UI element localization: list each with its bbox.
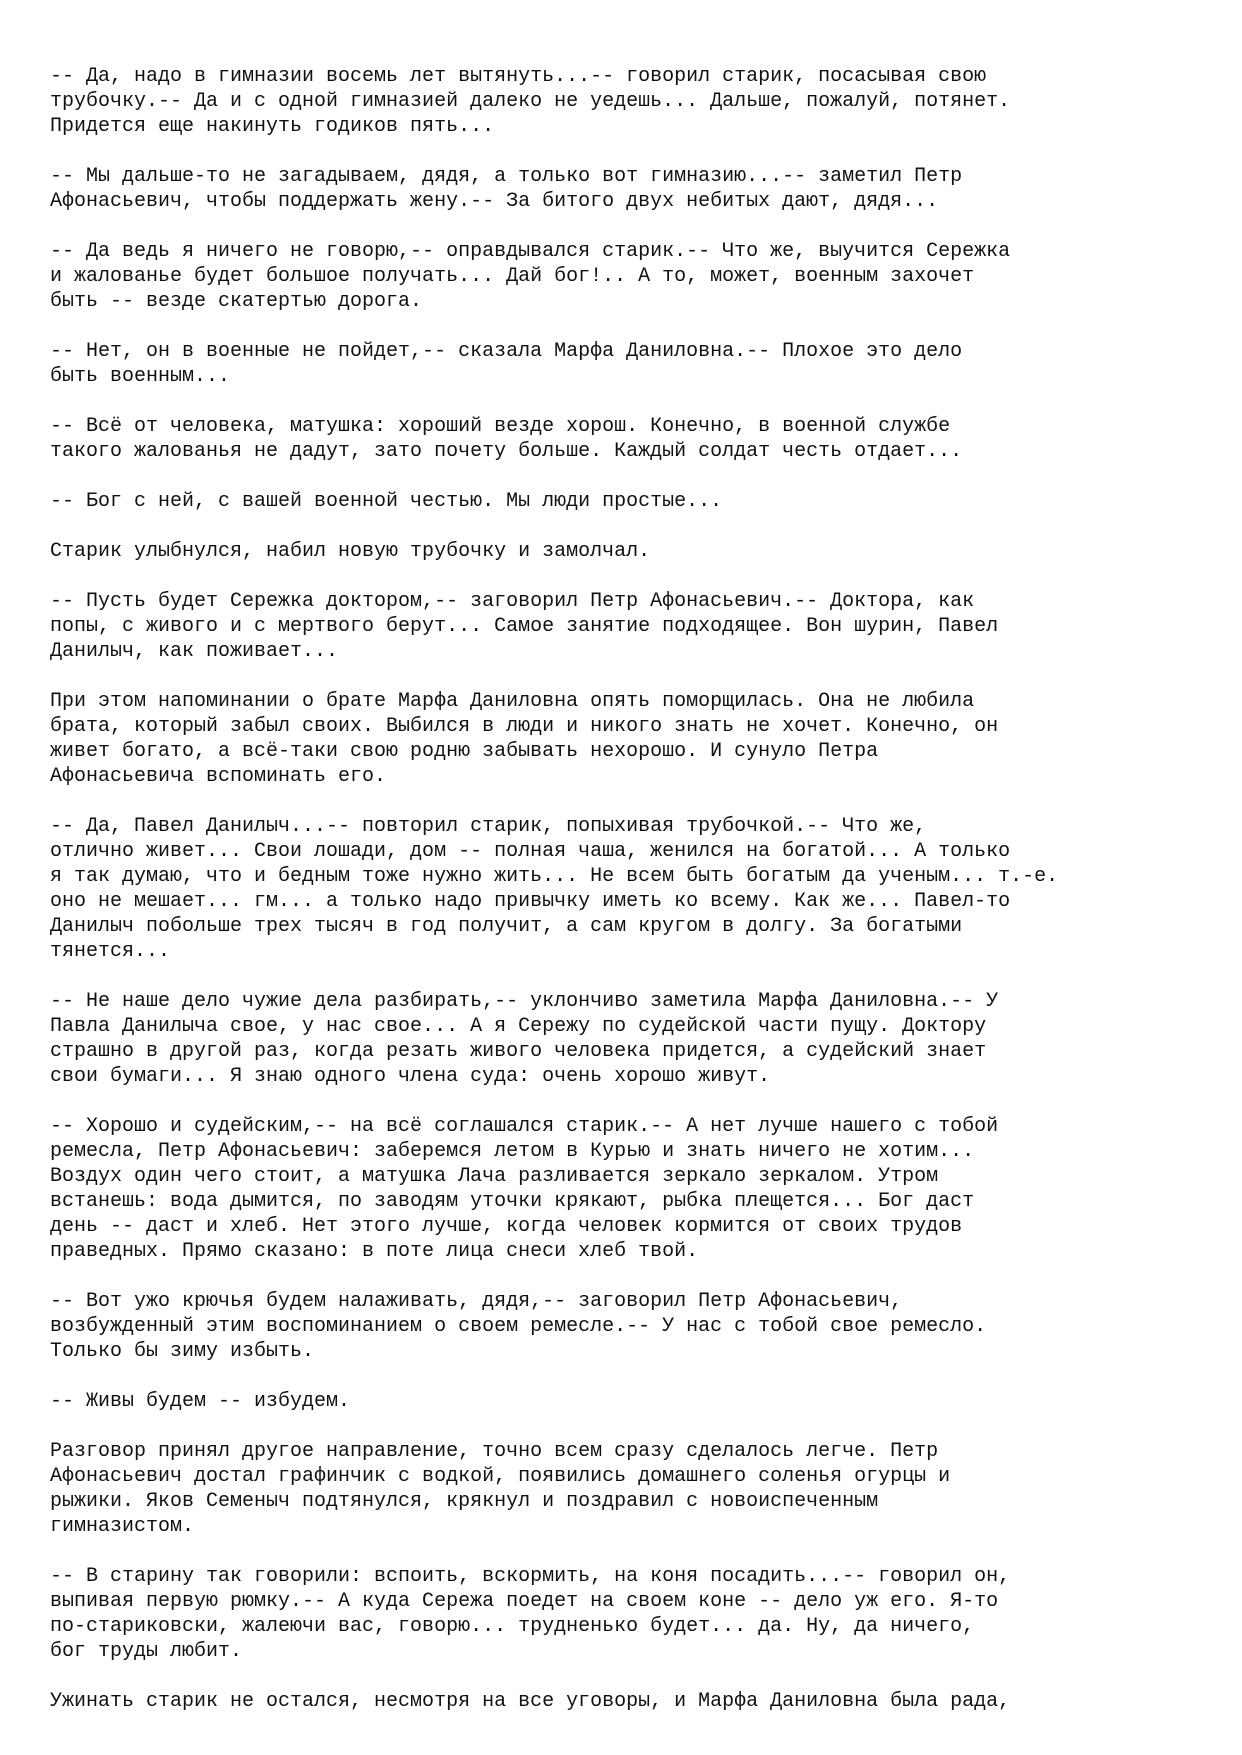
text-line: Афонасьевич, чтобы поддержать жену.-- За битого двух небитых дают, дядя... bbox=[50, 190, 939, 213]
text-line: Данилыч, как поживает... bbox=[50, 640, 339, 663]
text-line: -- Не наше дело чужие дела разбирать,-- уклончиво заметила Марфа Даниловна.-- У bbox=[50, 990, 999, 1013]
paragraph bbox=[50, 1289, 1220, 1364]
text-line: Афонасьевича вспоминать его. bbox=[50, 765, 387, 788]
text-line: и жалованье будет большое получать... Дай бог!.. А то, может, военным захочет bbox=[50, 265, 975, 288]
paragraph bbox=[50, 589, 1220, 664]
text-line: -- Пусть будет Сережка доктором,-- заговорил Петр Афонасьевич.-- Доктора, как bbox=[50, 590, 975, 613]
paragraph bbox=[50, 1564, 1220, 1664]
text-line: Данилыч побольше трех тысяч в год получит, а сам кругом в долгу. За богатыми bbox=[50, 915, 963, 938]
text-line: отлично живет... Свои лошади, дом -- полная чаша, женился на богатой... А только bbox=[50, 840, 1011, 863]
text-line: страшно в другой раз, когда резать живого человека придется, а судейский знает bbox=[50, 1040, 987, 1063]
text-line: Разговор принял другое направление, точно всем сразу сделалось легче. Петр bbox=[50, 1440, 939, 1463]
text-line: день -- даст и хлеб. Нет этого лучше, когда человек кормится от своих трудов bbox=[50, 1215, 963, 1238]
text-line: попы, с живого и с мертвого берут... Самое занятие подходящее. Вон шурин, Павел bbox=[50, 615, 999, 638]
text-line: рыжики. Яков Семеныч подтянулся, крякнул и поздравил с новоиспеченным bbox=[50, 1490, 879, 1513]
text-line: я так думаю, что и бедным тоже нужно жить... Не всем быть богатым да ученым... т.-е. bbox=[50, 865, 1059, 888]
text-line: быть -- везде скатертью дорога. bbox=[50, 290, 423, 313]
text-line: Воздух один чего стоит, а матушка Лача разливается зеркало зеркалом. Утром bbox=[50, 1165, 939, 1188]
text-line: -- Да, Павел Данилыч...-- повторил старик, попыхивая трубочкой.-- Что же, bbox=[50, 815, 927, 838]
text-line: -- Нет, он в военные не пойдет,-- сказала Марфа Даниловна.-- Плохое это дело bbox=[50, 340, 963, 363]
text-line: -- Мы дальше-то не загадываем, дядя, а только вот гимназию...-- заметил Петр bbox=[50, 165, 963, 188]
paragraph bbox=[50, 1689, 1220, 1714]
text-line: -- Да, надо в гимназии восемь лет вытянуть...-- говорил старик, посасывая свою bbox=[50, 65, 987, 88]
text-line: -- Всё от человека, матушка: хороший везде хорош. Конечно, в военной службе bbox=[50, 415, 951, 438]
text-line: Придется еще накинуть годиков пять... bbox=[50, 115, 495, 138]
paragraph bbox=[50, 1389, 1220, 1414]
text-line: Старик улыбнулся, набил новую трубочку и замолчал. bbox=[50, 540, 651, 563]
paragraph bbox=[50, 689, 1220, 789]
text-line: -- Да ведь я ничего не говорю,-- оправдывался старик.-- Что же, выучится Сережка bbox=[50, 240, 1011, 263]
paragraph bbox=[50, 1439, 1220, 1539]
text-line: выпивая первую рюмку.-- А куда Сережа поедет на своем коне -- дело уж его. Я-то bbox=[50, 1590, 999, 1613]
text-line: брата, который забыл своих. Выбился в люди и никого знать не хочет. Конечно, он bbox=[50, 715, 999, 738]
text-line: возбужденный этим воспоминанием о своем ремесле.-- У нас с тобой свое ремесло. bbox=[50, 1315, 987, 1338]
text-line: тянется... bbox=[50, 940, 171, 963]
text-line: встанешь: вода дымится, по заводям уточки крякают, рыбка плещется... Бог даст bbox=[50, 1190, 975, 1213]
text-line: праведных. Прямо сказано: в поте лица снеси хлеб твой. bbox=[50, 1240, 699, 1263]
text-line: ремесла, Петр Афонасьевич: заберемся летом в Курью и знать ничего не хотим... bbox=[50, 1140, 975, 1163]
paragraph bbox=[50, 989, 1220, 1089]
paragraph bbox=[50, 339, 1220, 389]
paragraph bbox=[50, 489, 1220, 514]
paragraph bbox=[50, 414, 1220, 464]
text-line: живет богато, а всё-таки свою родню забывать нехорошо. И сунуло Петра bbox=[50, 740, 879, 763]
paragraph bbox=[50, 814, 1220, 964]
text-line: свои бумаги... Я знаю одного члена суда: очень хорошо живут. bbox=[50, 1065, 771, 1088]
text-line: гимназистом. bbox=[50, 1515, 195, 1538]
text-line: бог труды любит. bbox=[50, 1640, 243, 1663]
paragraph bbox=[50, 164, 1220, 214]
text-line: Павла Данилыча свое, у нас свое... А я Сережу по судейской части пущу. Доктору bbox=[50, 1015, 987, 1038]
paragraph bbox=[50, 64, 1220, 139]
text-line: такого жалованья не дадут, зато почету больше. Каждый солдат честь отдает... bbox=[50, 440, 963, 463]
text-line: оно не мешает... гм... а только надо привычку иметь ко всему. Как же... Павел-то bbox=[50, 890, 1011, 913]
text-line: -- Хорошо и судейским,-- на всё соглашался старик.-- А нет лучше нашего с тобой bbox=[50, 1115, 999, 1138]
text-line: быть военным... bbox=[50, 365, 231, 388]
paragraph bbox=[50, 239, 1220, 314]
text-line: При этом напоминании о брате Марфа Даниловна опять поморщилась. Она не любила bbox=[50, 690, 975, 713]
paragraph bbox=[50, 1114, 1220, 1264]
text-line: по-стариковски, жалеючи вас, говорю... трудненько будет... да. Ну, да ничего, bbox=[50, 1615, 975, 1638]
text-line: Только бы зиму избыть. bbox=[50, 1340, 315, 1363]
text-line: -- В старину так говорили: вспоить, вскормить, на коня посадить...-- говорил он, bbox=[50, 1565, 1011, 1588]
text-line: -- Живы будем -- избудем. bbox=[50, 1390, 351, 1413]
document-page bbox=[50, 64, 1220, 1739]
text-line: Ужинать старик не остался, несмотря на все уговоры, и Марфа Даниловна была рада, bbox=[50, 1690, 1011, 1713]
text-line: Афонасьевич достал графинчик с водкой, появились домашнего соленья огурцы и bbox=[50, 1465, 951, 1488]
paragraph bbox=[50, 539, 1220, 564]
text-line: трубочку.-- Да и с одной гимназией далеко не уедешь... Дальше, пожалуй, потянет. bbox=[50, 90, 1011, 113]
text-line: -- Бог с ней, с вашей военной честью. Мы люди простые... bbox=[50, 490, 723, 513]
text-line: -- Вот ужо крючья будем налаживать, дядя,-- заговорил Петр Афонасьевич, bbox=[50, 1290, 903, 1313]
